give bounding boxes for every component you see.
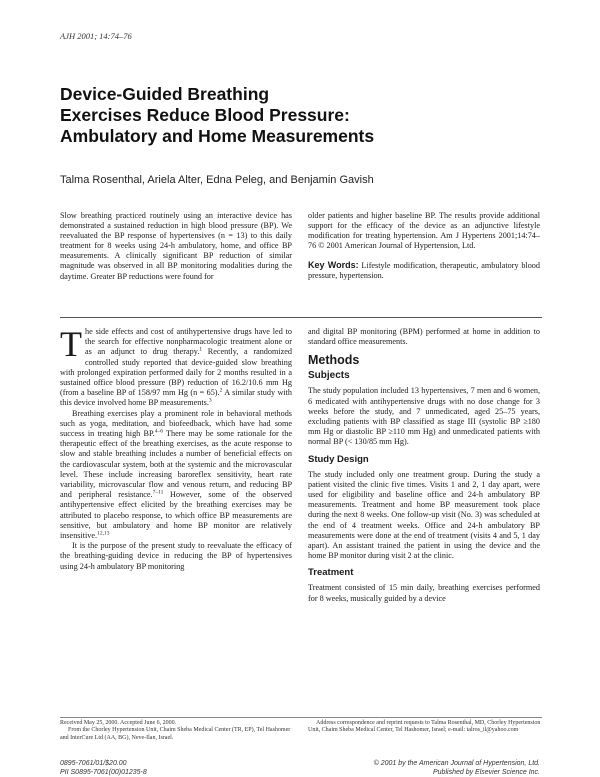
treatment-heading: Treatment bbox=[308, 567, 540, 579]
ref-2: 2 bbox=[220, 387, 223, 393]
article-title bbox=[60, 84, 500, 147]
study-design-heading: Study Design bbox=[308, 454, 540, 466]
footnote-divider bbox=[60, 717, 542, 718]
abstract-right bbox=[308, 211, 540, 282]
drop-cap: T bbox=[60, 329, 82, 359]
footer-right bbox=[374, 760, 540, 777]
intro-text-1c: A similar study with this device involved home BP measurements. bbox=[60, 388, 292, 407]
intro-paragraph-3: It is the purpose of the present study to reevaluate the efficacy of the breathing-guiding device in reducing the BP of hypertensives using 24-h ambulatory BP monitoring bbox=[60, 541, 292, 572]
keywords-label: Key Words: bbox=[308, 260, 359, 270]
ref-6: 12,13 bbox=[97, 530, 109, 536]
intro-paragraph-2 bbox=[60, 409, 292, 542]
intro-text-2a: Breathing exercises play a prominent role in behavioral methods such as yoga, meditation, and biofeedback, which have had some success in treating high BP. bbox=[60, 409, 292, 438]
subjects-paragraph: The study population included 13 hypertensives, 7 men and 6 women, 6 medicated with antihypertensive drugs with no dose change for 3 weeks before the study, and 7 unmedicated, aged 25–75 years, excluding patients with BP classified as stage III (systolic BP ≥180 mm Hg or diastolic BP ≥110 mm Hg) and unmedicated patients with normal BP (< 130/85 mm Hg). bbox=[308, 386, 540, 447]
correspondence-note: Address correspondence and reprint requests to Talma Rosenthal, MD, Chorley Hypertension Unit, Chaim Sheba Medical Center, Tel Hashomer, Israel; e-mail: talros_il@yahoo.com bbox=[308, 720, 544, 735]
ref-5: 7–11 bbox=[153, 490, 164, 496]
body-right-column bbox=[308, 327, 540, 604]
journal-reference: AJH 2001; 14:74–76 bbox=[60, 31, 132, 41]
title-line-1: Device-Guided Breathing bbox=[60, 84, 500, 105]
subjects-heading: Subjects bbox=[308, 370, 540, 382]
author-list: Talma Rosenthal, Ariela Alter, Edna Peleg, and Benjamin Gavish bbox=[60, 174, 374, 186]
publisher-notice: Published by Elsevier Science Inc. bbox=[374, 769, 540, 777]
intro-continuation: and digital BP monitoring (BPM) performed at home in addition to standard office measurements. bbox=[308, 327, 540, 347]
intro-text-1a: he side effects and cost of antihypertensive drugs have led to the search for effective nonpharmacologic treatment alone or as an adjunct to drug therapy. bbox=[85, 327, 292, 356]
pii-code: PII S0895-7061(00)01235-8 bbox=[60, 769, 147, 777]
abstract-divider bbox=[60, 317, 542, 318]
issn-code: 0895-7061/01/$20.00 bbox=[60, 760, 147, 769]
keywords-text: Lifestyle modification, therapeutic, ambulatory blood pressure, hypertension. bbox=[308, 261, 540, 280]
intro-text-2b: There may be some rationale for the therapeutic effect of the breathing exercises, as the acute response to slow and stable breathing includes a number of beneficial effects on the cardiovascular system, both at the systemic and the microvascular level. These include increasing baroreflex sensitivity, heart rate variability, microvascular flow and venous return, and reducing BP and peripheral resistance. bbox=[60, 429, 292, 499]
abstract-left: Slow breathing practiced routinely using an interactive device has demonstrated a sustained reduction in high blood pressure (BP). We reevaluated the BP response of hypertensives (n = 13) to this daily treatment for 8 weeks using 24-h ambulatory, home, and office BP measurements. A clinically significant BP reduction of similar magnitude was observed in all BP monitoring modalities during the daytime. Greater BP reductions were found for bbox=[60, 211, 292, 282]
intro-text-2c: However, some of the observed antihypertensive effect elicited by the breathing exercises may be attributed to placebo response, to which office BP measurements are sensitive, but ambulatory and home BP monitor are relatively insensitive. bbox=[60, 490, 292, 540]
footer-left bbox=[60, 760, 147, 777]
body-left-column bbox=[60, 327, 292, 572]
treatment-paragraph: Treatment consisted of 15 min daily, breathing exercises performed for 8 weeks, musically guided by a device bbox=[308, 583, 540, 603]
ref-1: 1 bbox=[199, 347, 202, 353]
copyright-notice: © 2001 by the American Journal of Hypertension, Ltd. bbox=[374, 760, 540, 769]
title-line-2: Exercises Reduce Blood Pressure: bbox=[60, 105, 500, 126]
intro-paragraph-1 bbox=[60, 327, 292, 409]
affiliation-note: From the Chorley Hypertension Unit, Chaim Sheba Medical Center (TR, EP), Tel Hashomer and InterCure Ltd (AA, BG), Neve-Ilan, Israel. bbox=[60, 727, 296, 742]
footnotes-left bbox=[60, 720, 296, 742]
ref-4: 4–6 bbox=[155, 428, 163, 434]
methods-heading: Methods bbox=[308, 353, 540, 368]
footnotes-right bbox=[308, 720, 544, 735]
keywords bbox=[308, 260, 540, 281]
received-date: Received May 25, 2000. Accepted June 6, 2000. bbox=[60, 720, 296, 727]
study-design-paragraph: The study included only one treatment group. During the study a patient visited the clinic five times. Visits 1 and 2, 1 day apart, were used for eligibility and baseline office and 24-h ambulatory BP measurements. Treatment and home BP measurement took place during the next 8 weeks. One follow-up visit (No. 3) was scheduled at the end of 4 treatment weeks. Office and 24-h ambulatory BP measurements were done at the end of treatment (visits 4 and 5, 1 day apart). An assistant trained the patient in using the device and the home BP monitor during visit 2 at the clinic. bbox=[308, 470, 540, 562]
ref-3: 3 bbox=[209, 398, 212, 404]
title-line-3: Ambulatory and Home Measurements bbox=[60, 126, 500, 147]
abstract-right-text: older patients and higher baseline BP. The results provide additional support for the efficacy of the device as an adjunctive lifestyle modification for treating hypertension. Am J Hypertens 2001;14:74–76 © 2001 American Journal of Hypertension, Ltd. bbox=[308, 211, 540, 251]
intro-text-1b: Recently, a randomized controlled study reported that device-guided slow breathing with prolonged expiration performed daily for 2 months resulted in a sustained office blood pressure (BP) reduction of 16.2/10.6 mm Hg (from a baseline BP of 158/97 mm Hg (n = 65). bbox=[60, 347, 292, 397]
